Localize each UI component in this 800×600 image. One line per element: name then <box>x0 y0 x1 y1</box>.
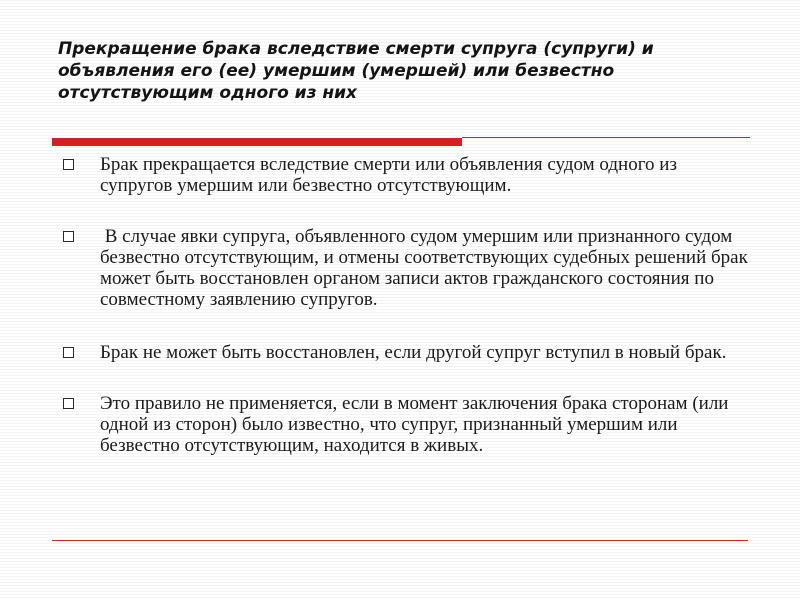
bullet-text: Это правило не применяется, если в момент заключения брака сторонам (или одной из сторон) было известно, что супруг, признанный умершим или безвестно отсутствующим, находится в живых. <box>100 393 729 456</box>
bullet-list <box>60 154 753 456</box>
footer-divider <box>52 540 748 541</box>
hollow-square-bullet-icon <box>63 159 74 170</box>
bullet-text: В случае явки супруга, объявленного судом умершим или признанного судом безвестно отсутствующим, и отмены соответствующих судебных решений брак может быть восстановлен органом записи актов гражданского состояния по совместному заявлению супругов. <box>100 226 753 310</box>
bullet-text: Брак не может быть восстановлен, если другой супруг вступил в новый брак. <box>100 342 727 363</box>
bullet-item <box>60 342 750 363</box>
title-divider-thin-line <box>462 137 750 138</box>
bullet-text: Брак прекращается вследствие смерти или объявления судом одного из супругов умершим или безвестно отсутствующим. <box>100 154 677 196</box>
hollow-square-bullet-icon <box>63 347 74 358</box>
bullet-item <box>60 226 753 310</box>
bullet-item <box>60 154 750 196</box>
title-divider-thick-bar <box>52 138 462 146</box>
hollow-square-bullet-icon <box>63 398 74 409</box>
slide-title: Прекращение брака вследствие смерти супруга (супруги) и объявления его (ее) умершим (умершей) или безвестно отсутствующим одного из них <box>58 39 654 103</box>
hollow-square-bullet-icon <box>63 231 74 242</box>
bullet-item <box>60 393 750 456</box>
title-divider <box>52 136 750 144</box>
